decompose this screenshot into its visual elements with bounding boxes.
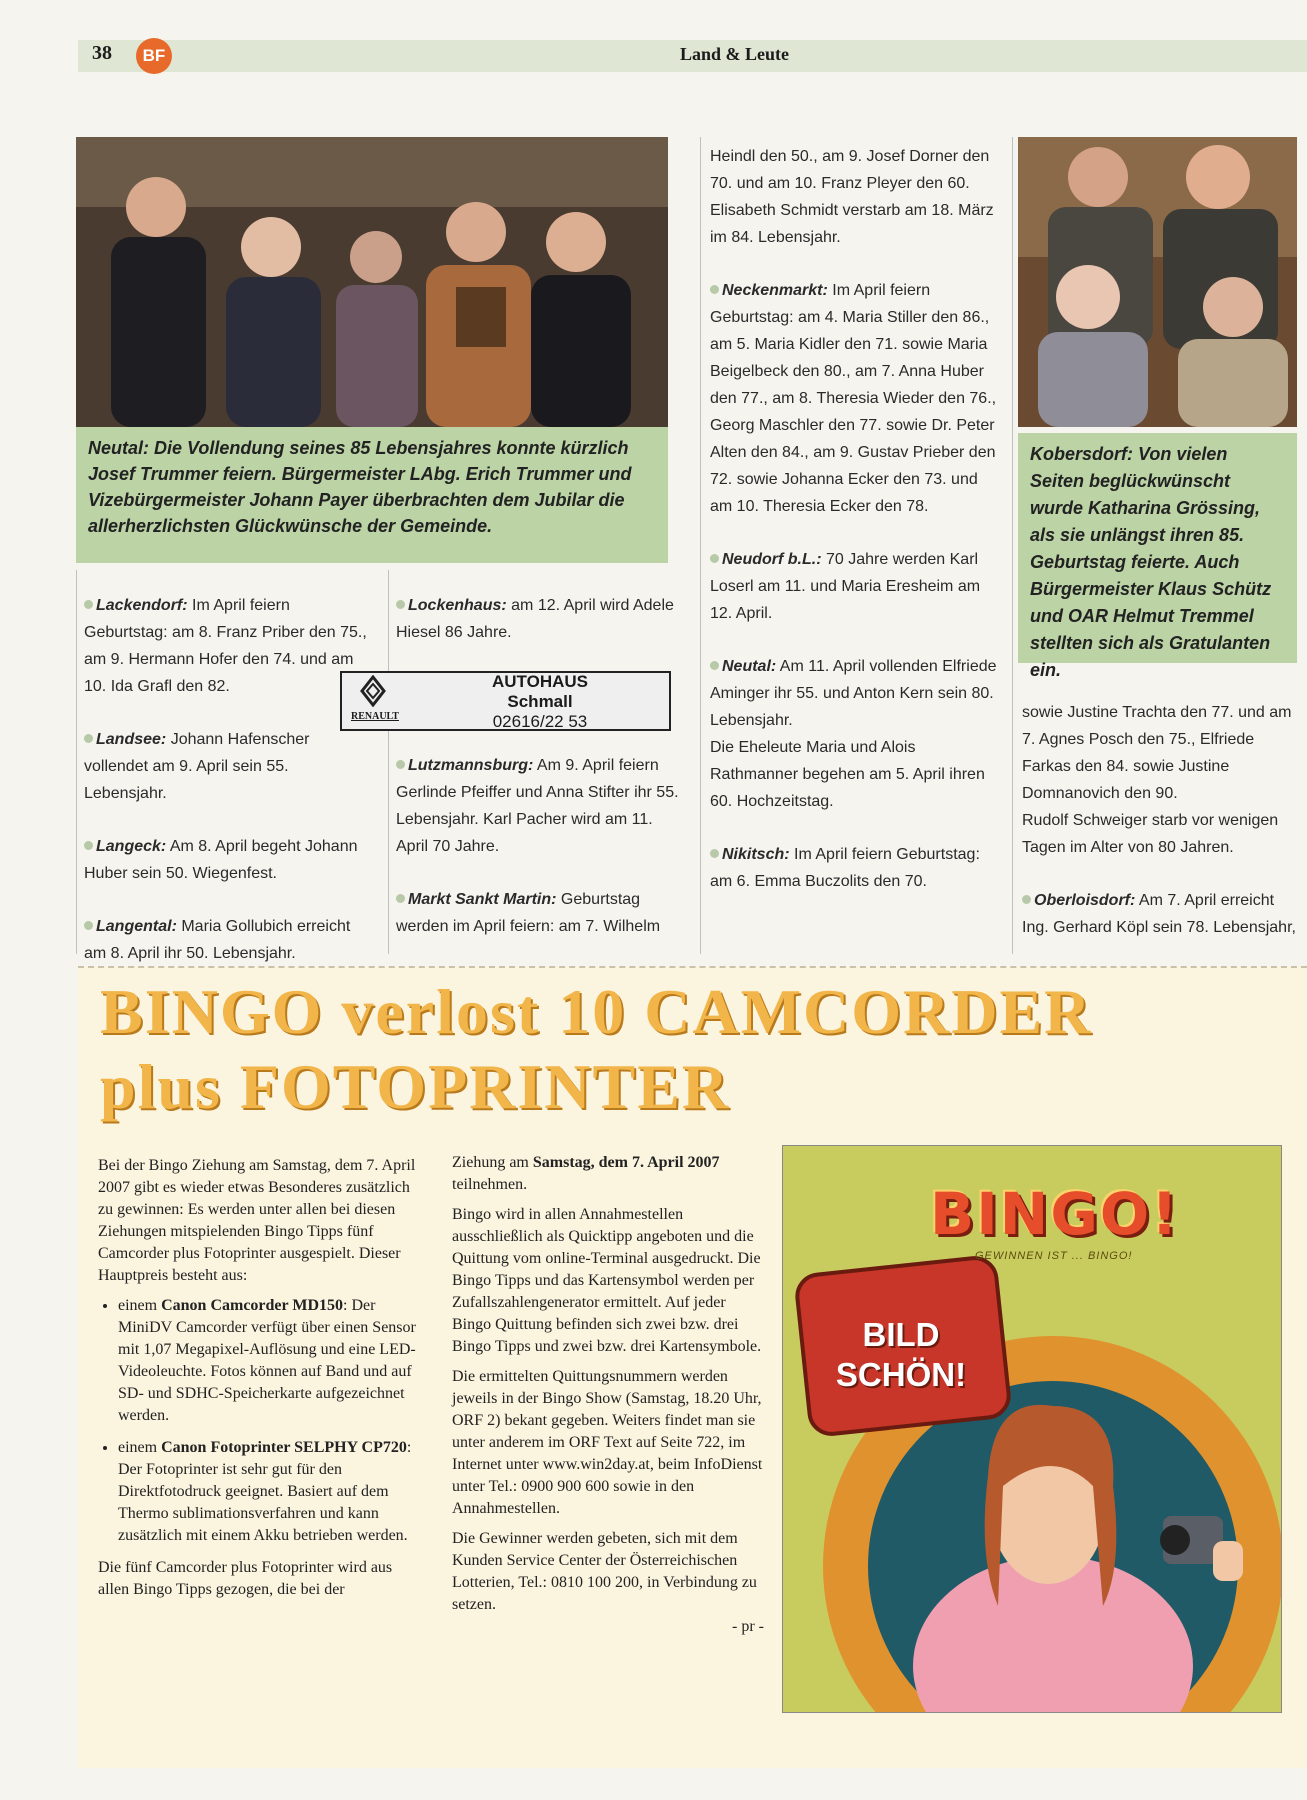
column-3 xyxy=(710,143,1000,921)
bullet-icon xyxy=(710,849,719,858)
death-notice: Rudolf Schweiger starb vor wenigen Tagen im Alter von 80 Jahren. xyxy=(1022,812,1279,856)
photo-neutal-caption: Neutal: Die Vollendung seines 85 Lebensjahres konnte kürzlich Josef Trummer feiern. Bürgermeister LAbg. Erich Trummer und Vizebürgermeister Johann Payer überbrachten dem Jubilar die allerherzlichsten Glückwünsche der Gemeinde. xyxy=(76,427,668,563)
bullet-icon xyxy=(396,600,405,609)
renault-brand: RENAULT xyxy=(351,711,399,722)
bild-schoen-sign: BILD SCHÖN! xyxy=(835,1316,967,1393)
section-title: Land & Leute xyxy=(680,44,790,64)
photo-kobersdorf xyxy=(1018,137,1297,427)
column-divider xyxy=(388,570,389,954)
bullet-icon xyxy=(710,285,719,294)
list-item: Neutal: Am 11. April vollenden Elfriede Aminger ihr 55. und Anton Kern sein 80. Lebensjahr. xyxy=(710,658,997,729)
column-1 xyxy=(84,592,372,993)
continued-text: sowie Justine Trachta den 77. und am 7. Agnes Posch den 75., Elfriede Farkas den 84. sowie Justine Domnanovich den 90. xyxy=(1022,704,1292,802)
list-item: Oberloisdorf: Am 7. April erreicht Ing. Gerhard Köpl sein 78. Lebensjahr, xyxy=(1022,892,1296,936)
list-item: Langental: Maria Gollubich erreicht am 8. April ihr 50. Lebensjahr. xyxy=(84,918,351,962)
bingo-quicktipp: Bingo wird in allen Annahmestellen ausschließlich als Quicktipp angeboten und die Quittung vom online-Terminal ausgedruckt. Die Bingo Tipps und das Kartensymbol werden per Zufallszahlengenerator ermittelt. Auf jeder Bingo Quittung befinden sich zwei bzw. drei Bingo Tipps und zwei bzw. drei Kartensymbole. xyxy=(452,1206,762,1355)
bingo-column-left xyxy=(98,1155,421,1609)
list-item: Lockenhaus: am 12. April wird Adele Hiesel 86 Jahre. xyxy=(396,597,674,641)
column-divider xyxy=(1012,137,1013,954)
bingo-contact: Die Gewinner werden gebeten, sich mit dem Kunden Service Center der Österreichischen Lotterien, Tel.: 0810 100 200, in Verbindung zu setzen. xyxy=(452,1530,757,1613)
column-divider xyxy=(700,137,701,954)
prize-camcorder: • einem Canon Camcorder MD150: Der MiniDV Camcorder verfügt über einen Sensor mit 1,07 Megapixel-Auflösung und eine LED-Videoleuchte. Fotos können auf Band und auf SD- und SDHC-Speicherkarte aufgezeichnet werden. xyxy=(118,1295,421,1427)
bingo-date: Ziehung am Samstag, dem 7. April 2007 teilnehmen. xyxy=(452,1154,720,1193)
photo-kobersdorf-caption: Kobersdorf: Von vielen Seiten beglückwünscht wurde Katharina Grössing, als sie unlängst ihren 85. Geburtstag feierte. Auch Bürgermeister Klaus Schütz und OAR Helmut Tremmel stellten sich als Gratulanten ein. xyxy=(1018,433,1297,663)
death-notice: Elisabeth Schmidt verstarb am 18. März im 84. Lebensjahr. xyxy=(710,202,994,246)
bullet-icon xyxy=(84,734,93,743)
autohaus-name: AUTOHAUS Schmall xyxy=(491,672,589,711)
list-item: Neckenmarkt: Im April feiern Geburtstag: am 4. Maria Stiller den 86., am 5. Maria Kidler den 71. sowie Maria Beigelbeck den 80., am 7. Anna Huber den 77., am 8. Theresia Wieder den 76., Georg Maschler den 77. sowie Dr. Peter Alten den 84., am 9. Gustav Prieber den 72. sowie Johanna Ecker den 73. und am 10. Theresia Ecker den 78. xyxy=(710,282,997,515)
list-item: Nikitsch: Im April feiern Geburtstag: am 6. Emma Buczolits den 70. xyxy=(710,846,980,890)
list-item: Langeck: Am 8. April begeht Johann Huber sein 50. Wiegenfest. xyxy=(84,838,358,882)
prize-list xyxy=(98,1295,421,1547)
bullet-icon xyxy=(84,841,93,850)
column-2 xyxy=(396,592,686,646)
bullet-icon xyxy=(396,760,405,769)
page-number: 38 xyxy=(92,42,112,64)
author-sign: - pr - xyxy=(732,1618,764,1635)
autohaus-phone: 02616/22 53 xyxy=(492,712,588,731)
column-2-lower xyxy=(396,752,686,966)
bingo-column-middle xyxy=(452,1152,764,1638)
bingo-intro: Bei der Bingo Ziehung am Samstag, dem 7. April 2007 gibt es wieder etwas Besonderes zusätzlich zu gewinnen: Es werden unter allen bei diesen Ziehungen mitspielenden Bingo Tipps fünf Camcorder plus Fotoprinter ausgespielt. Dieser Hauptpreis besteht aus: xyxy=(98,1157,416,1284)
bingo-outro: Die fünf Camcorder plus Fotoprinter wird aus allen Bingo Tipps gezogen, die bei der xyxy=(98,1559,393,1598)
bingo-logo: BINGO! xyxy=(930,1180,1180,1248)
bullet-icon xyxy=(84,600,93,609)
list-item: Markt Sankt Martin: Geburtstag werden im April feiern: am 7. Wilhelm xyxy=(396,891,661,935)
list-item: Die Eheleute Maria und Alois Rathmanner begehen am 5. April ihren 60. Hochzeitstag. xyxy=(710,739,985,810)
bingo-headline-line2: plus FOTOPRINTER xyxy=(100,1051,731,1122)
bingo-results: Die ermittelten Quittungsnummern werden jeweils in der Bingo Show (Samstag, 18.20 Uhr, ORF 2) bekant gegeben. Weiters findet man sie unter anderem im ORF Text auf Seite 722, im Internet unter www.win2day.at, beim InfoDienst unter Tel.: 0900 900 600 sowie in den Annahmestellen. xyxy=(452,1368,763,1517)
renault-logo-icon xyxy=(360,675,386,707)
list-item: Lackendorf: Im April feiern Geburtstag: am 8. Franz Priber den 75., am 9. Hermann Hofer den 74. und am 10. Ida Grafl den 82. xyxy=(84,597,367,695)
list-item: Landsee: Johann Hafenscher vollendet am 9. April sein 55. Lebensjahr. xyxy=(84,731,310,802)
continued-text: Heindl den 50., am 9. Josef Dorner den 70. und am 10. Franz Pleyer den 60. xyxy=(710,148,990,192)
column-4 xyxy=(1022,699,1302,967)
bullet-icon xyxy=(396,894,405,903)
bullet-icon xyxy=(710,661,719,670)
prize-printer: • einem Canon Fotoprinter SELPHY CP720: Der Fotoprinter ist sehr gut für den Direktfotodruck geeignet. Basiert auf dem Thermo sublimationsverfahren und kann zusätzlich mit einem Akku betrieben werden. xyxy=(118,1437,421,1547)
bingo-slogan: GEWINNEN IST ... BINGO! xyxy=(975,1250,1133,1262)
bingo-headline-line1: BINGO verlost 10 CAMCORDER xyxy=(100,976,1093,1047)
list-item: Neudorf b.L.: 70 Jahre werden Karl Loserl am 11. und Maria Eresheim am 12. April. xyxy=(710,551,981,622)
bullet-icon xyxy=(84,921,93,930)
list-item: Lutzmannsburg: Am 9. April feiern Gerlinde Pfeiffer und Anna Stifter ihr 55. Lebensjahr. Karl Pacher wird am 11. April 70 Jahre. xyxy=(396,757,679,855)
bullet-icon xyxy=(710,554,719,563)
bf-logo: BF xyxy=(136,38,172,74)
photo-neutal xyxy=(76,137,668,427)
bullet-icon xyxy=(1022,895,1031,904)
column-divider xyxy=(76,570,77,954)
